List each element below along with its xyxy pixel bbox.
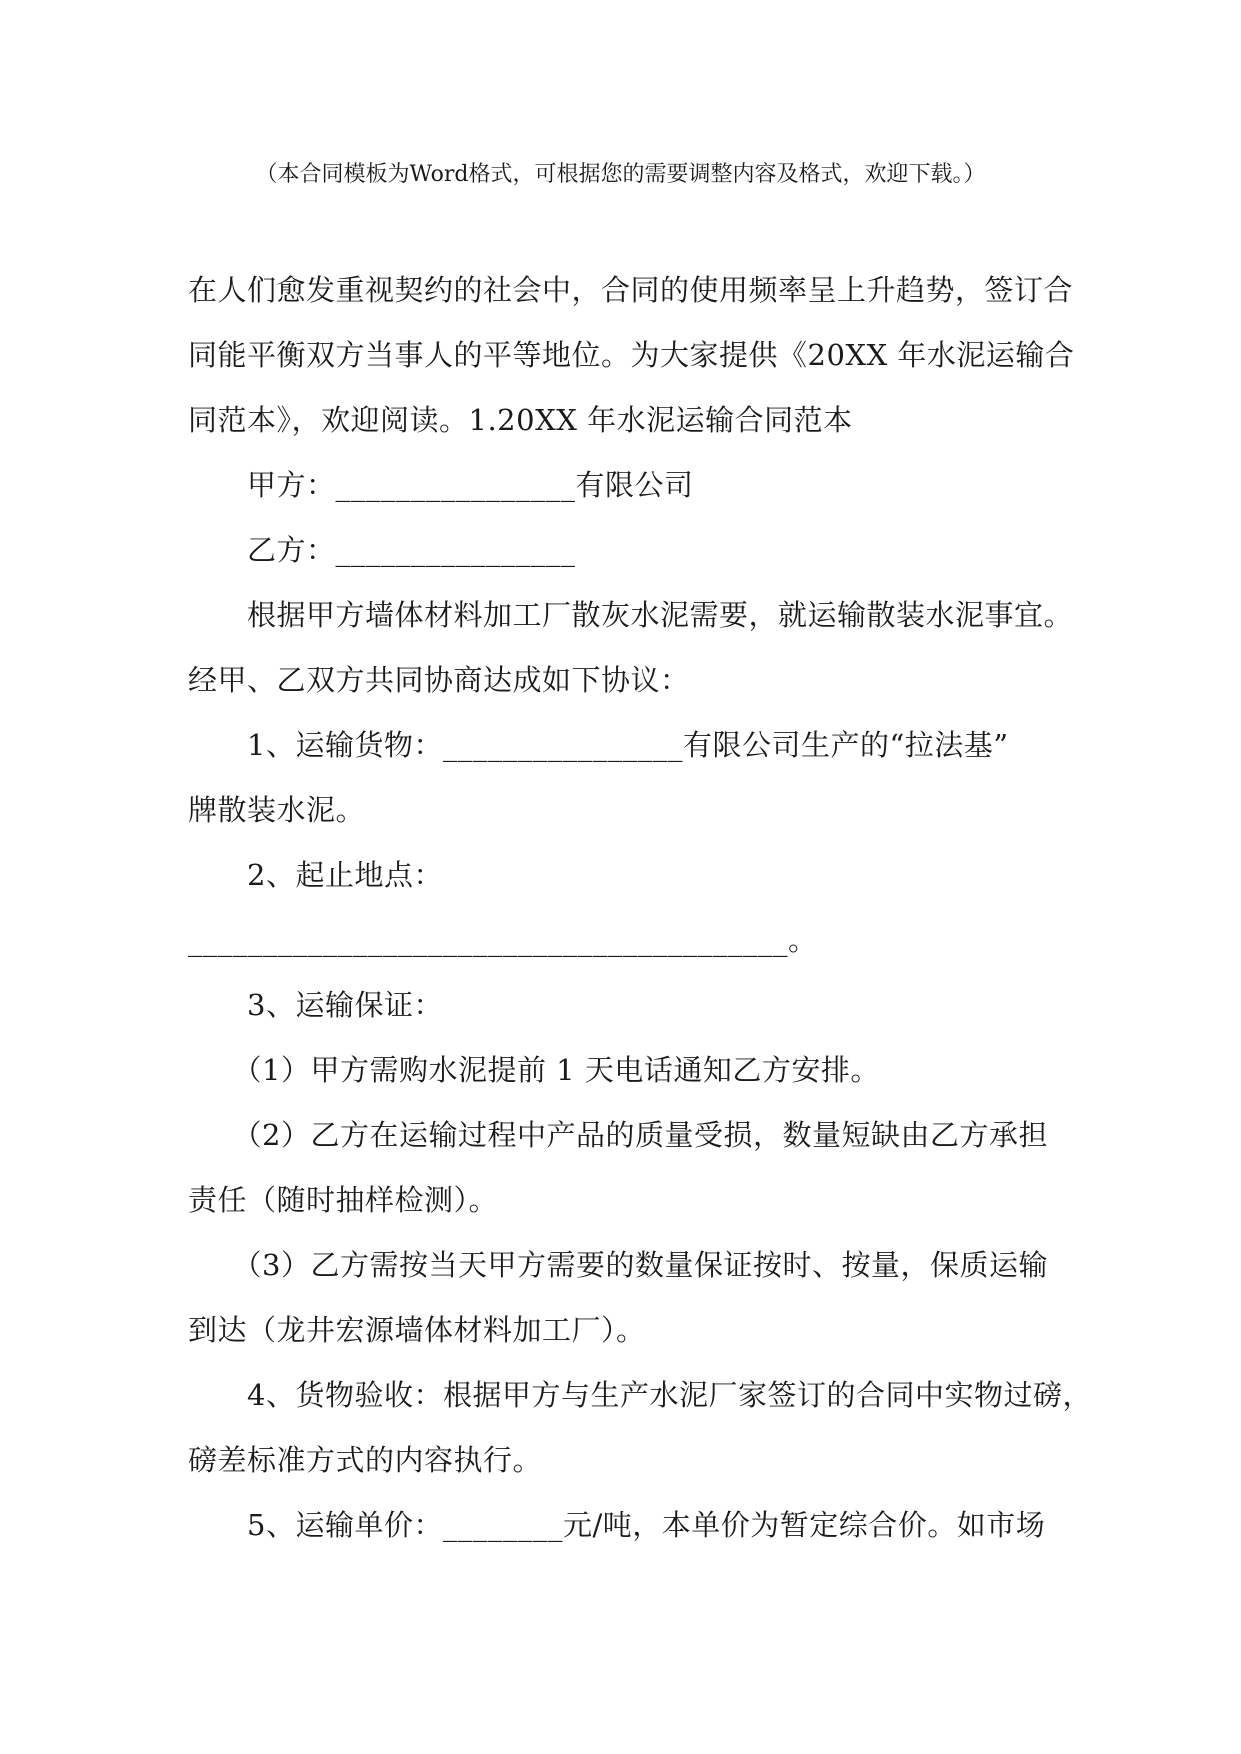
body-line-15: 责任（随时抽样检测）。 <box>188 1183 499 1217</box>
body-line-19: 磅差标准方式的内容执行。 <box>188 1443 543 1477</box>
body-line-7: 经甲、乙双方共同协商达成如下协议： <box>188 663 690 697</box>
body-line-17: 到达（龙井宏源墙体材料加工厂）。 <box>188 1313 646 1347</box>
body-line-11: ________________________________________。 <box>188 923 818 957</box>
clause-3-3-line: （3）乙方需按当天甲方需要的数量保证按时、按量，保质运输 <box>188 1248 1048 1282</box>
clause-3-2-line: （2）乙方在运输过程中产品的质量受损，数量短缺由乙方承担 <box>188 1118 1048 1152</box>
body-line-2: 同能平衡双方当事人的平等地位。为大家提供《20XX 年水泥运输合 <box>188 338 1075 372</box>
clause-1-line: 1、运输货物：________________有限公司生产的“拉法基” <box>188 728 1009 762</box>
clause-5-line: 5、运输单价：________元/吨，本单价为暂定综合价。如市场 <box>188 1508 1046 1542</box>
clause-2-line: 2、起止地点： <box>188 858 443 892</box>
body-line-1: 在人们愈发重视契约的社会中，合同的使用频率呈上升趋势，签订合 <box>188 273 1074 307</box>
clause-3-line: 3、运输保证： <box>188 988 443 1022</box>
party-a-line: 甲方：________________有限公司 <box>188 468 694 502</box>
body-line-3: 同范本》，欢迎阅读。1.20XX 年水泥运输合同范本 <box>188 403 853 437</box>
clause-4-line: 4、货物验收：根据甲方与生产水泥厂家签订的合同中实物过磅， <box>188 1378 1092 1412</box>
clause-3-1-line: （1）甲方需购水泥提前 1 天电话通知乙方安排。 <box>188 1053 880 1087</box>
template-note: （本合同模板为Word格式，可根据您的需要调整内容及格式，欢迎下载。） <box>255 162 986 187</box>
body-line-6: 根据甲方墙体材料加工厂散灰水泥需要，就运输散装水泥事宜。 <box>188 598 1074 632</box>
body-line-9: 牌散装水泥。 <box>188 793 366 827</box>
party-b-line: 乙方：________________ <box>188 533 576 567</box>
